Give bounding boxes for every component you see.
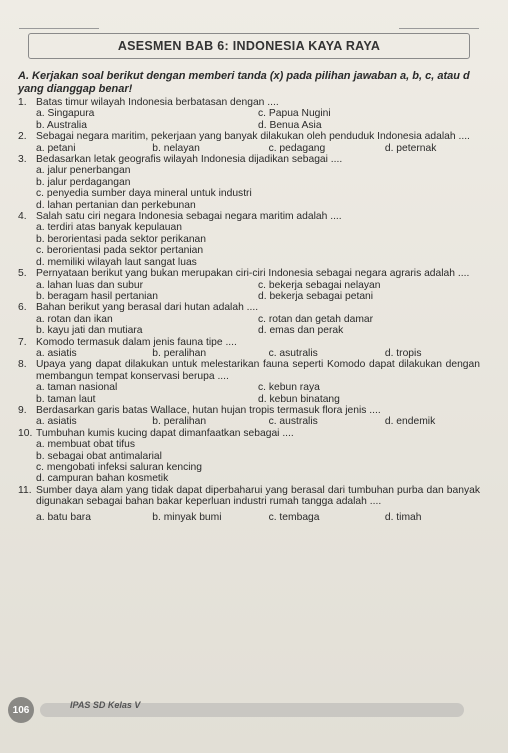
option-a[interactable]: a. batu bara [36, 511, 91, 523]
book-title: IPAS SD Kelas V [70, 700, 141, 710]
question-text: Upaya yang dapat dilakukan untuk melestarikan fauna seperti Komodo dapat dilakukan dengan membangun tempat konservasi berupa .... [36, 359, 480, 382]
question-number: 1. [18, 97, 27, 108]
question-number: 4. [18, 211, 27, 223]
question-3 [18, 154, 480, 211]
question-text: Pernyataan berikut yang bukan merupakan ciri-ciri Indonesia sebagai negara agraris adalah .... [36, 268, 470, 280]
option-a[interactable]: a. petani [36, 142, 76, 154]
question-text: Tumbuhan kumis kucing dapat dimanfaatkan sebagai .... [36, 427, 294, 439]
page-title: ASESMEN BAB 6: INDONESIA KAYA RAYA [28, 33, 470, 59]
option-d[interactable]: d. campuran bahan kosmetik [36, 473, 169, 485]
option-a[interactable]: a. taman nasional [36, 382, 118, 394]
question-text: Batas timur wilayah Indonesia berbatasan dengan .... [36, 97, 279, 108]
option-a[interactable]: a. terdiri atas banyak kepulauan [36, 222, 182, 234]
question-10 [18, 428, 480, 485]
option-c[interactable]: c. mengobati infeksi saluran kencing [36, 462, 202, 473]
option-b[interactable]: b. beragam hasil pertanian [36, 290, 158, 302]
option-d[interactable]: d. bekerja sebagai petani [258, 290, 374, 302]
question-6 [18, 302, 480, 336]
option-b[interactable]: b. sebagai obat antimalarial [36, 450, 162, 462]
option-a[interactable]: a. lahan luas dan subur [36, 279, 144, 291]
option-a[interactable]: a. jalur penerbangan [36, 165, 131, 177]
option-b[interactable]: b. kayu jati dan mutiara [36, 325, 143, 337]
question-text: Bahan berikut yang berasal dari hutan adalah .... [36, 302, 259, 314]
page-number-badge: 106 [8, 697, 34, 723]
option-b[interactable]: b. taman laut [36, 393, 96, 405]
option-c[interactable]: c. bekerja sebagai nelayan [258, 279, 381, 291]
option-d[interactable]: d. endemik [384, 416, 436, 428]
option-b[interactable]: b. peralihan [152, 347, 207, 359]
question-8 [18, 359, 480, 405]
question-text: Bedasarkan letak geografis wilayah Indonesia dijadikan sebagai .... [36, 154, 343, 166]
option-b[interactable]: b. berorientasi pada sektor perikanan [36, 233, 207, 245]
option-c[interactable]: c. berorientasi pada sektor pertanian [36, 245, 204, 257]
option-a[interactable]: a. membuat obat tifus [36, 439, 136, 451]
question-number: 8. [18, 359, 27, 371]
option-b[interactable]: b. minyak bumi [152, 511, 222, 523]
question-text: Komodo termasuk dalam jenis fauna tipe .... [36, 336, 237, 348]
question-number: 6. [18, 302, 27, 314]
question-number: 9. [18, 404, 27, 416]
question-1 [18, 97, 480, 131]
question-2 [18, 131, 480, 154]
question-4 [18, 211, 480, 268]
option-a[interactable]: a. asiatis [36, 416, 77, 428]
option-b[interactable]: b. Australia [36, 119, 87, 131]
question-number: 2. [18, 131, 27, 143]
option-c[interactable]: c. penyedia sumber daya mineral untuk industri [36, 188, 252, 200]
option-a[interactable]: a. asiatis [36, 347, 77, 359]
option-d[interactable]: d. timah [384, 511, 422, 523]
question-number: 3. [18, 154, 27, 166]
question-list [18, 97, 480, 523]
question-text: Berdasarkan garis batas Wallace, hutan hujan tropis termasuk flora jenis .... [36, 404, 381, 416]
option-c[interactable]: c. tembaga [268, 511, 320, 523]
option-a[interactable]: a. rotan dan ikan [36, 313, 113, 325]
option-d[interactable]: d. kebun binatang [258, 393, 340, 405]
option-b[interactable]: b. jalur perdagangan [36, 176, 131, 188]
question-text: Sebagai negara maritim, pekerjaan yang banyak dilakukan oleh penduduk Indonesia adalah .... [36, 131, 470, 143]
option-b[interactable]: b. peralihan [152, 416, 207, 428]
option-c[interactable]: c. Papua Nugini [258, 108, 331, 120]
option-d[interactable]: d. tropis [384, 347, 422, 359]
question-11 [18, 485, 480, 523]
option-c[interactable]: c. pedagang [268, 142, 326, 154]
question-5 [18, 268, 480, 302]
option-d[interactable]: d. peternak [384, 142, 437, 154]
question-number: 5. [18, 268, 27, 280]
option-c[interactable]: c. kebun raya [258, 382, 320, 394]
question-7 [18, 337, 480, 360]
instruction-text: A. Kerjakan soal berikut dengan memberi tanda (x) pada pilihan jawaban a, b, c, atau d yang dianggap benar! [18, 70, 470, 95]
option-d[interactable]: d. Benua Asia [258, 119, 322, 131]
option-a[interactable]: a. Singapura [36, 108, 95, 120]
option-b[interactable]: b. nelayan [152, 142, 200, 154]
option-d[interactable]: d. lahan pertanian dan perkebunan [36, 199, 196, 211]
question-text: Salah satu ciri negara Indonesia sebagai negara maritim adalah .... [36, 211, 342, 223]
option-c[interactable]: c. australis [268, 416, 318, 428]
question-number: 7. [18, 336, 27, 348]
question-number: 10. [18, 427, 33, 439]
option-c[interactable]: c. asutralis [268, 347, 318, 359]
question-9 [18, 405, 480, 428]
option-d[interactable]: d. emas dan perak [258, 325, 344, 337]
option-c[interactable]: c. rotan dan getah damar [258, 313, 374, 325]
question-text: Sumber daya alam yang tidak dapat diperbaharui yang berasal dari tumbuhan purba dan banyak digunakan sebagai bahan bakar keperluan industri rumah tangga adalah .... [36, 484, 480, 508]
option-d[interactable]: d. memiliki wilayah laut sangat luas [36, 256, 197, 268]
question-number: 11. [18, 484, 32, 496]
